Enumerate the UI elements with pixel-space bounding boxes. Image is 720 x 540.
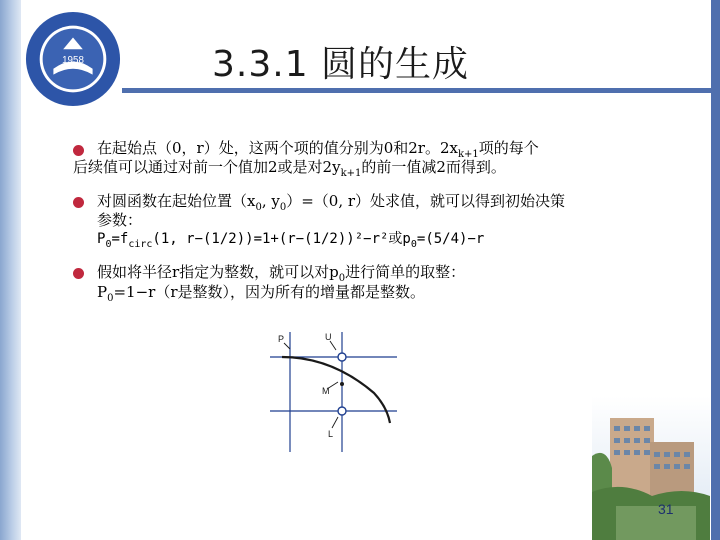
label-u: U	[325, 332, 332, 342]
pointer-l	[332, 417, 338, 428]
pixel-u	[338, 353, 346, 361]
right-decorative-bar	[711, 0, 720, 540]
pixel-l	[338, 407, 346, 415]
bullet-2-line-1: 对圆函数在起始位置（$x_0$, $y_0)=(0$, r）处求值，就可以得到初始决策	[97, 192, 566, 213]
page-number: 31	[658, 501, 674, 517]
initial-decision-formula: $P_0=f_{circ}(1$, r−(1/2))=1+(r−(1/2))²−r²或$p_0=(5/4)-r$	[97, 231, 485, 250]
bullet-dot-1	[73, 145, 84, 156]
label-m: M	[322, 386, 330, 396]
bullet-3-line-2: $P_0=1-r(r$是整数），因为所有的增量都是整数。	[97, 283, 425, 304]
bullet-dot-3	[73, 268, 84, 279]
label-p: P	[278, 334, 285, 344]
pointer-p	[284, 343, 290, 349]
label-l: L	[328, 429, 334, 439]
slide-title: 3.3.1 圆的生成	[212, 44, 470, 85]
midpoint-diagram	[262, 327, 402, 452]
logo-year: 1958	[62, 54, 84, 66]
bullet-1-line-2: 后续值可以通过对前一个值加2或是对$2y_{k+1}$的前一值减2而得到。	[73, 158, 506, 179]
bullet-3-line-1: 假如将半径r指定为整数，就可以对$p_0$进行简单的取整：	[97, 263, 466, 284]
circle-arc	[282, 357, 390, 423]
left-decorative-bar	[0, 0, 21, 540]
campus-building-image	[592, 396, 710, 540]
university-logo	[24, 10, 122, 108]
bullet-1-line-1: 在起始点（0，r）处，这两个项的值分别为0和2r。$2x_{k+1}$项的每个	[97, 139, 539, 160]
bullet-dot-2	[73, 197, 84, 208]
midpoint-m	[340, 382, 344, 386]
bullet-2-line-2: 参数：	[97, 211, 143, 229]
pointer-u	[330, 341, 336, 350]
title-underline	[122, 88, 714, 93]
